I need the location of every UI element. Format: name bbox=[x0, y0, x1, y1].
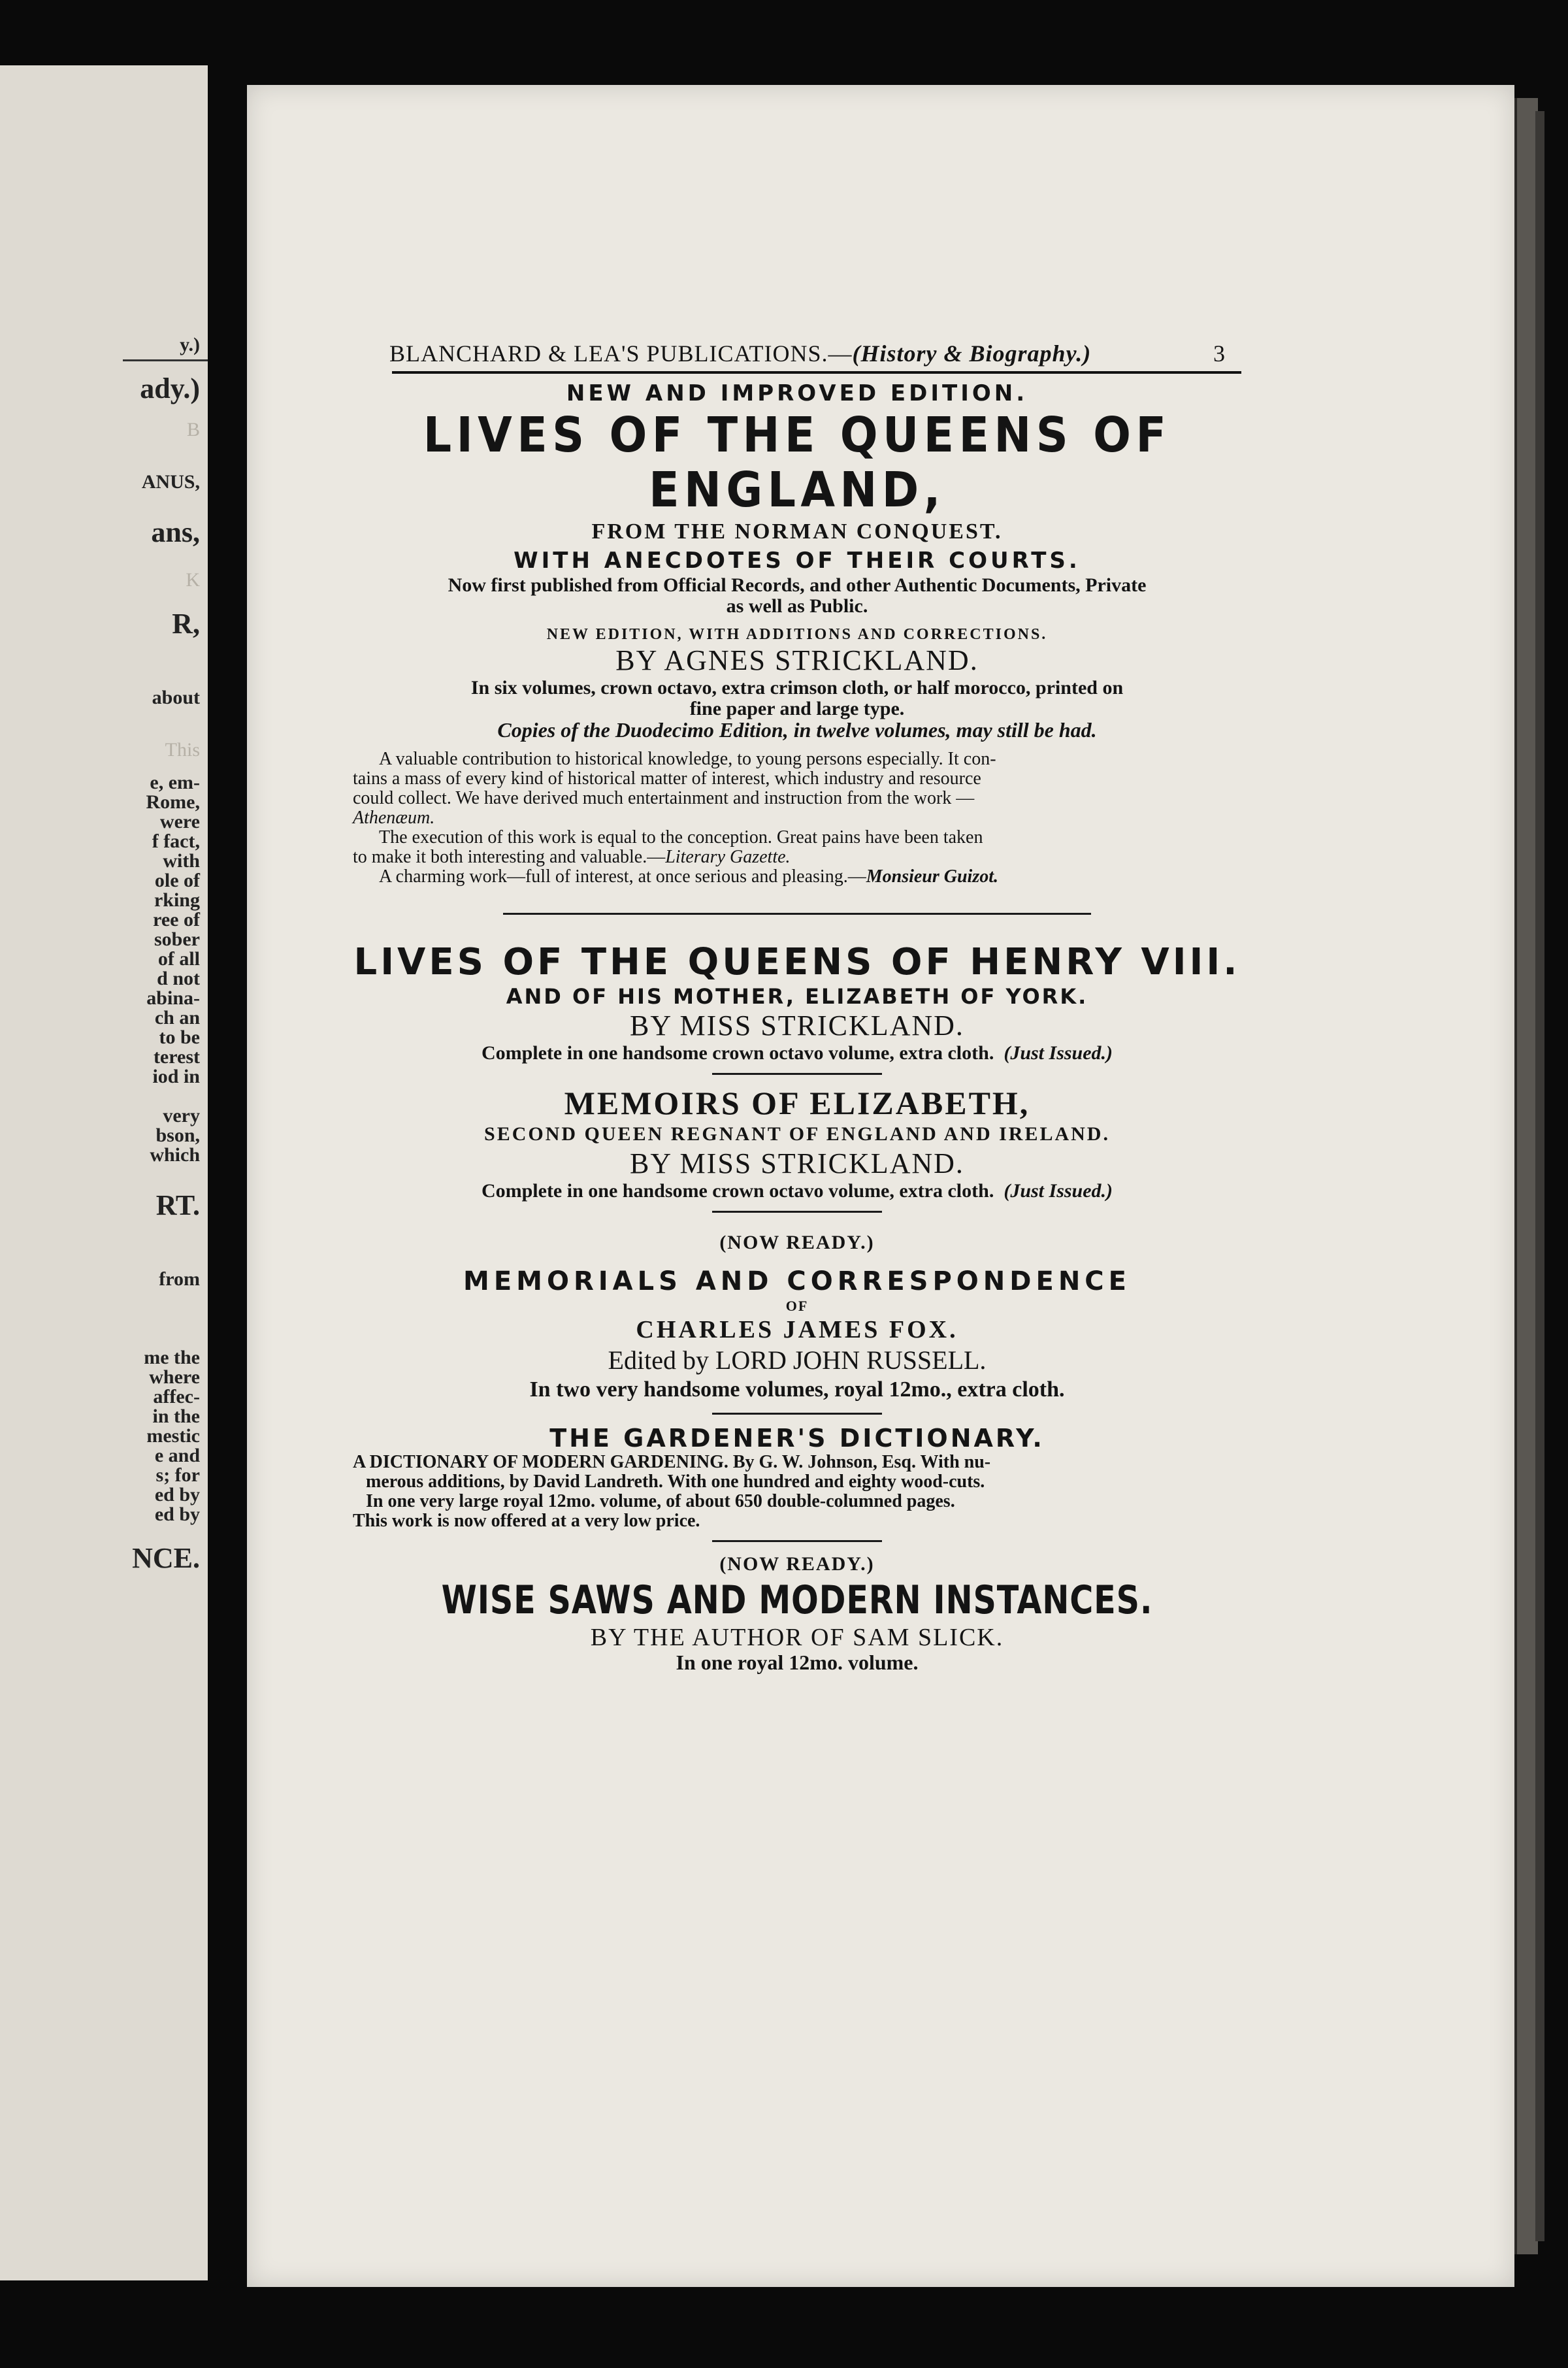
review-1-source: Athenæum. bbox=[353, 808, 435, 828]
review-1-line-2: tains a mass of every kind of historical matter of interest, which industry and resource bbox=[353, 768, 981, 789]
facing-page-fragment: very bbox=[163, 1105, 200, 1126]
author: BY AGNES STRICKLAND. bbox=[615, 644, 979, 676]
format: In one royal 12mo. volume. bbox=[676, 1651, 919, 1674]
facing-page-fragment: d not bbox=[157, 968, 200, 989]
facing-page-fragment: e and bbox=[154, 1445, 200, 1466]
format: In two very handsome volumes, royal 12mo., extra cloth. bbox=[529, 1377, 1065, 1402]
ad-queens-of-henry bbox=[353, 941, 1241, 1064]
ad-charles-james-fox bbox=[353, 1230, 1241, 1404]
facing-page-fragment: R, bbox=[172, 608, 200, 640]
editor: Edited by LORD JOHN RUSSELL. bbox=[608, 1345, 987, 1375]
review-2-line-2: to make it both interesting and valuable.— bbox=[353, 847, 666, 867]
format-line-2: fine paper and large type. bbox=[689, 698, 905, 719]
facing-page-fragment: mestic bbox=[146, 1425, 200, 1447]
review-2-line-1: The execution of this work is equal to the conception. Great pains have been taken bbox=[379, 827, 983, 847]
facing-page-fragment: to be bbox=[159, 1027, 200, 1048]
page-number: 3 bbox=[1213, 340, 1226, 367]
title: THE GARDENER'S DICTIONARY. bbox=[549, 1424, 1045, 1453]
line-4: This work is now offered at a very low price. bbox=[353, 1511, 700, 1531]
records-line-1: Now first published from Official Records, and other Authentic Documents, Private bbox=[448, 574, 1147, 596]
running-title: BLANCHARD & LEA'S PUBLICATIONS.— bbox=[389, 340, 853, 367]
facing-page-left bbox=[0, 65, 208, 2280]
facing-page-fragment: B bbox=[186, 419, 200, 440]
facing-page-fragment: from bbox=[159, 1268, 200, 1290]
facing-page-fragment: ed by bbox=[154, 1504, 200, 1525]
ad-queens-of-england bbox=[353, 379, 1241, 887]
name: CHARLES JAMES FOX. bbox=[636, 1316, 958, 1343]
facing-page-rule bbox=[123, 359, 208, 361]
line-3: In one very large royal 12mo. volume, of about 650 double-columned pages. bbox=[366, 1491, 955, 1511]
facing-page-fragment: rking bbox=[154, 889, 200, 911]
facing-page-fragment: ree of bbox=[153, 909, 200, 930]
facing-page-fragment: of all bbox=[157, 948, 200, 970]
from-line: FROM THE NORMAN CONQUEST. bbox=[591, 519, 1003, 544]
status: (Just Issued.) bbox=[1004, 1042, 1113, 1064]
page-edge bbox=[1514, 98, 1538, 2254]
running-head bbox=[353, 340, 1241, 367]
facing-page-fragment: bson, bbox=[155, 1125, 200, 1146]
subtitle: SECOND QUEEN REGNANT OF ENGLAND AND IRELAND. bbox=[484, 1123, 1110, 1145]
title: LIVES OF THE QUEENS OF ENGLAND, bbox=[423, 407, 1171, 518]
new-edition: NEW EDITION, WITH ADDITIONS AND CORRECTIONS. bbox=[546, 626, 1048, 643]
ready-label: (NOW READY.) bbox=[719, 1553, 875, 1575]
title: LIVES OF THE QUEENS OF HENRY VIII. bbox=[353, 941, 1241, 983]
facing-page-fragment: in the bbox=[152, 1406, 200, 1427]
facing-page-fragment: where bbox=[149, 1366, 200, 1388]
facing-page-fragment: ed by bbox=[154, 1484, 200, 1505]
review-3-source: Monsieur Guizot. bbox=[866, 866, 999, 887]
facing-page-fragment: y.) bbox=[180, 334, 200, 355]
title: MEMOIRS OF ELIZABETH, bbox=[564, 1085, 1030, 1121]
page-content bbox=[353, 340, 1241, 1673]
facing-page-fragment: about bbox=[152, 687, 200, 708]
facing-page-fragment: RT. bbox=[155, 1189, 200, 1221]
author: BY MISS STRICKLAND. bbox=[630, 1147, 964, 1179]
facing-page-fragment: me the bbox=[144, 1347, 200, 1368]
facing-page-fragment: e, em- bbox=[150, 772, 200, 793]
review-3: A charming work—full of interest, at once serious and pleasing.— bbox=[379, 866, 866, 887]
facing-page-fragment: K bbox=[186, 569, 200, 591]
review-2-source: Literary Gazette. bbox=[665, 847, 791, 867]
facing-page-fragment: ch an bbox=[154, 1007, 200, 1028]
title: WISE SAWS AND MODERN INSTANCES. bbox=[441, 1577, 1153, 1623]
facing-page-fragment: which bbox=[150, 1144, 200, 1166]
facing-page-fragment: ole of bbox=[154, 870, 200, 891]
ad-gardeners-dictionary bbox=[353, 1424, 1241, 1531]
format: Complete in one handsome crown octavo volume, extra cloth. bbox=[481, 1042, 994, 1064]
records-line-2: as well as Public. bbox=[726, 595, 868, 617]
facing-page-fragment: ans, bbox=[151, 516, 200, 548]
page-edge-shadow bbox=[1535, 111, 1544, 2241]
review-1-line-3: could collect. We have derived much entertainment and instruction from the work — bbox=[353, 788, 975, 808]
kicker: NEW AND IMPROVED EDITION. bbox=[566, 380, 1028, 406]
facing-page-fragment: Rome, bbox=[146, 791, 200, 813]
of-label: OF bbox=[785, 1298, 809, 1314]
line-2: merous additions, by David Landreth. With one hundred and eighty wood-cuts. bbox=[366, 1472, 985, 1492]
facing-page-fragment: ANUS, bbox=[141, 471, 200, 493]
facing-page-fragment: sober bbox=[154, 929, 200, 950]
header-rule bbox=[392, 371, 1241, 374]
line-1: A DICTIONARY OF MODERN GARDENING. By G. W. Johnson, Esq. With nu- bbox=[353, 1452, 991, 1472]
ready-label: (NOW READY.) bbox=[719, 1232, 875, 1253]
facing-page-fragment: terest bbox=[153, 1046, 200, 1068]
subtitle: AND OF HIS MOTHER, ELIZABETH OF YORK. bbox=[506, 984, 1088, 1009]
facing-page-fragment: with bbox=[163, 850, 200, 872]
author: BY THE AUTHOR OF SAM SLICK. bbox=[590, 1624, 1004, 1651]
facing-page-fragment: f fact, bbox=[152, 830, 200, 852]
ad-memoirs-of-elizabeth bbox=[353, 1084, 1241, 1202]
facing-page-fragment: s; for bbox=[155, 1464, 200, 1486]
facing-page-fragment: This bbox=[165, 739, 200, 761]
author: BY MISS STRICKLAND. bbox=[630, 1010, 964, 1042]
facing-page-fragment: NCE. bbox=[132, 1542, 200, 1574]
format: Complete in one handsome crown octavo volume, extra cloth. bbox=[481, 1180, 994, 1202]
section-label: (History & Biography.) bbox=[852, 340, 1092, 367]
facing-page-fragment: iod in bbox=[152, 1066, 200, 1087]
title: MEMORIALS AND CORRESPONDENCE bbox=[463, 1266, 1131, 1296]
facing-page-fragment: were bbox=[159, 811, 200, 832]
facing-page-fragment: abina- bbox=[146, 987, 200, 1009]
facing-page-fragment: affec- bbox=[153, 1386, 200, 1407]
format-line-1: In six volumes, crown octavo, extra crimson cloth, or half morocco, printed on bbox=[470, 677, 1124, 699]
duodecimo-note: Copies of the Duodecimo Edition, in twelve volumes, may still be had. bbox=[497, 718, 1097, 742]
ad-wise-saws bbox=[353, 1551, 1241, 1673]
anecdotes-line: WITH ANECDOTES OF THEIR COURTS. bbox=[514, 548, 1081, 574]
facing-page-fragment: ady.) bbox=[140, 372, 200, 404]
status: (Just Issued.) bbox=[1004, 1180, 1113, 1202]
review-1-line-1: A valuable contribution to historical knowledge, to young persons especially. It con- bbox=[379, 749, 996, 769]
